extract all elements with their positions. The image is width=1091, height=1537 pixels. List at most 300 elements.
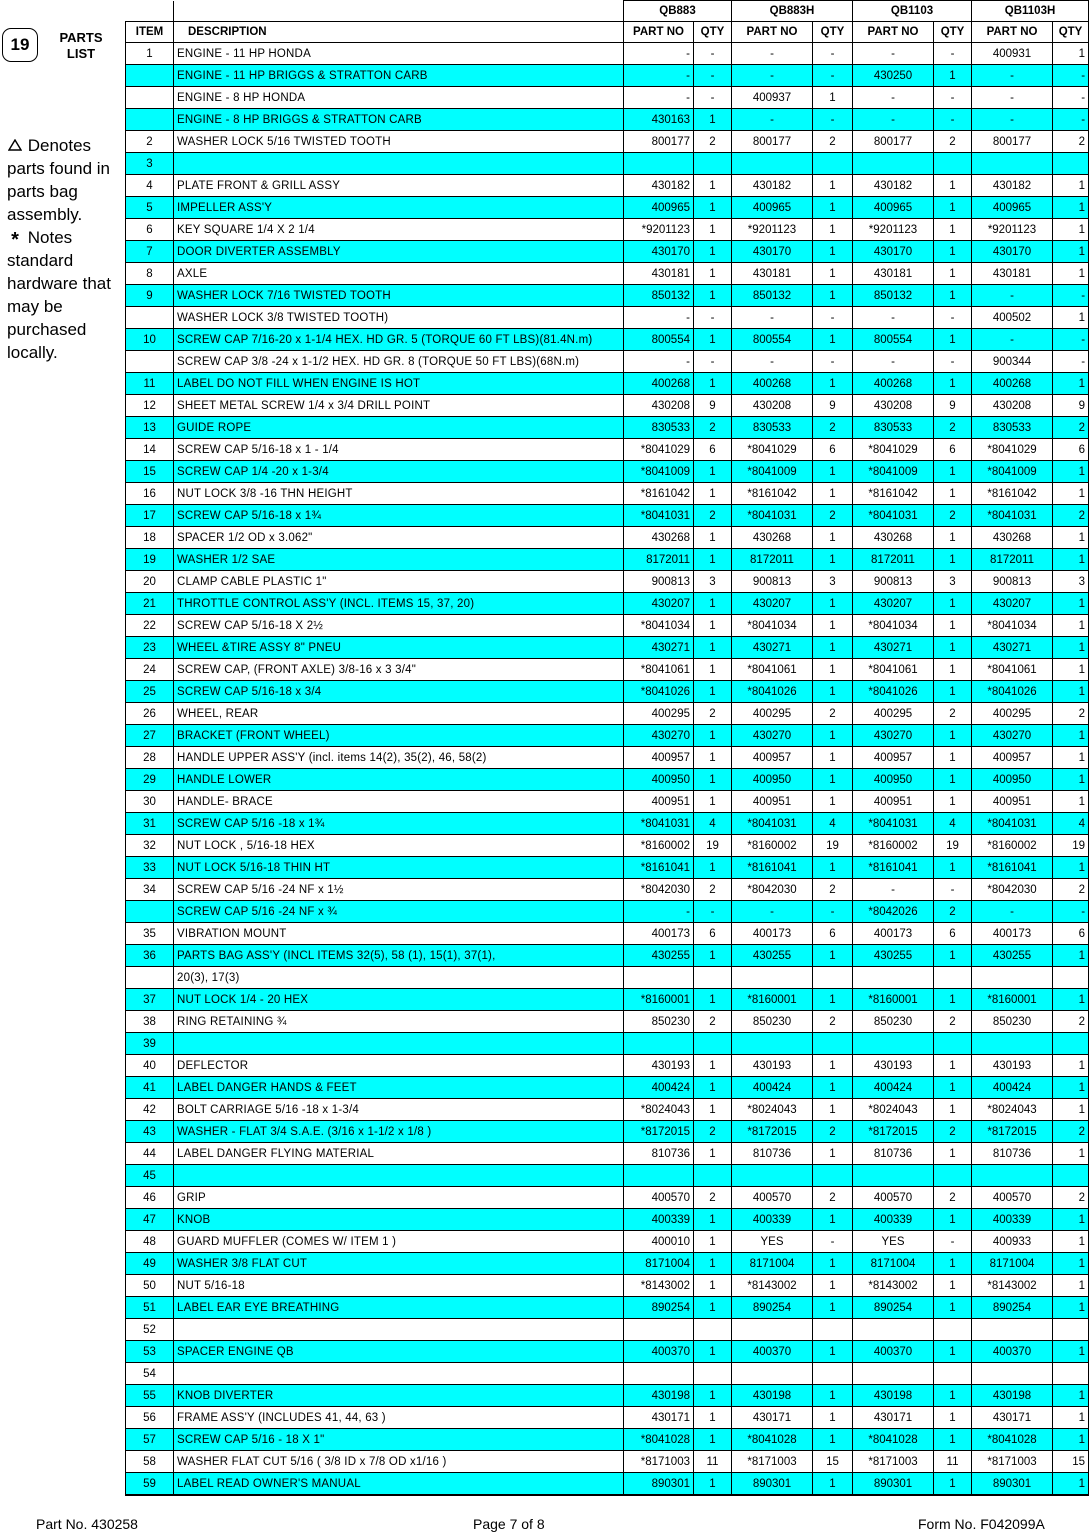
qty-cell: 1	[934, 329, 972, 351]
part-no-cell: 400570	[732, 1187, 813, 1209]
part-no-cell: 810736	[732, 1143, 813, 1165]
qty-cell: 1	[934, 1385, 972, 1407]
part-no-cell: 400268	[972, 373, 1053, 395]
qty-cell: 6	[694, 439, 732, 461]
description-cell: 20(3), 17(3)	[174, 967, 624, 989]
qty-cell: 2	[934, 505, 972, 527]
part-no-cell: 400502	[972, 307, 1053, 329]
model-header: QB883	[624, 1, 732, 22]
qty-cell: 1	[813, 461, 853, 483]
footer-form-no: Form No. F042099A	[918, 1516, 1045, 1532]
part-no-cell	[972, 153, 1053, 175]
qty-cell: 2	[1053, 879, 1089, 901]
qty-cell: 6	[694, 923, 732, 945]
qty-cell: 2	[813, 131, 853, 153]
description-cell: KNOB	[174, 1209, 624, 1231]
part-no-cell: 430207	[972, 593, 1053, 615]
description-cell: SCREW CAP, (FRONT AXLE) 3/8-16 x 3 3/4"	[174, 659, 624, 681]
description-cell: ENGINE - 11 HP BRIGGS & STRATTON CARB	[174, 65, 624, 87]
item-number-cell: 7	[126, 241, 174, 263]
description-cell: SPACER 1/2 OD x 3.062"	[174, 527, 624, 549]
table-row	[126, 1341, 1089, 1363]
qty-cell: 1	[934, 65, 972, 87]
part-no-cell	[624, 967, 694, 989]
qty-cell: 1	[1053, 263, 1089, 285]
qty-cell: 1	[694, 285, 732, 307]
part-no-cell: *8041026	[972, 681, 1053, 703]
item-number-cell	[126, 967, 174, 989]
qty-cell: 1	[694, 219, 732, 241]
part-no-cell: 430170	[853, 241, 934, 263]
qty-cell: -	[813, 307, 853, 329]
table-row	[126, 571, 1089, 593]
qty-cell: 2	[813, 1121, 853, 1143]
qty-cell: 1	[1053, 1055, 1089, 1077]
description-cell: AXLE	[174, 263, 624, 285]
table-row	[126, 1451, 1089, 1473]
table-row	[126, 769, 1089, 791]
part-no-cell: 430208	[972, 395, 1053, 417]
model-header-row	[126, 1, 1089, 22]
qty-cell: 1	[813, 1429, 853, 1451]
item-number-cell: 45	[126, 1165, 174, 1187]
qty-cell: 1	[694, 1055, 732, 1077]
table-row	[126, 549, 1089, 571]
part-no-cell: 8171004	[732, 1253, 813, 1275]
part-no-cell: *8160001	[972, 989, 1053, 1011]
qty-cell: 2	[813, 417, 853, 439]
part-no-cell: 430271	[972, 637, 1053, 659]
part-no-cell: -	[972, 109, 1053, 131]
description-cell: IMPELLER ASS'Y	[174, 197, 624, 219]
qty-cell: 9	[813, 395, 853, 417]
part-no-cell: 430207	[853, 593, 934, 615]
table-row	[126, 791, 1089, 813]
part-no-cell: 400965	[853, 197, 934, 219]
part-no-cell: *8160002	[853, 835, 934, 857]
part-no-cell: 400370	[624, 1341, 694, 1363]
part-no-cell: *8172015	[732, 1121, 813, 1143]
qty-cell	[694, 153, 732, 175]
part-no-cell: 430193	[972, 1055, 1053, 1077]
qty-cell: 1	[934, 1275, 972, 1297]
qty-cell	[813, 1363, 853, 1385]
part-no-cell: 430182	[853, 175, 934, 197]
part-no-cell: 430270	[624, 725, 694, 747]
qty-cell: 1	[813, 197, 853, 219]
qty-cell: 2	[694, 505, 732, 527]
qty-cell: 1	[813, 1275, 853, 1297]
item-number-cell: 19	[126, 549, 174, 571]
item-number-cell: 3	[126, 153, 174, 175]
part-no-cell: *8041028	[972, 1429, 1053, 1451]
table-row	[126, 681, 1089, 703]
qty-cell: 1	[1053, 1231, 1089, 1253]
qty-cell: 1	[694, 1275, 732, 1297]
qty-cell: 1	[694, 769, 732, 791]
part-no-cell: 890254	[624, 1297, 694, 1319]
qty-cell: 1	[934, 175, 972, 197]
table-row	[126, 219, 1089, 241]
qty-cell: 1	[934, 1341, 972, 1363]
qty-cell: 1	[813, 263, 853, 285]
item-number-cell: 55	[126, 1385, 174, 1407]
part-no-cell: 430271	[624, 637, 694, 659]
part-no-cell: *8160001	[624, 989, 694, 1011]
part-no-cell: -	[853, 879, 934, 901]
description-cell: HANDLE LOWER	[174, 769, 624, 791]
table-row	[126, 1253, 1089, 1275]
qty-cell	[934, 1165, 972, 1187]
part-no-cell: *8041028	[853, 1429, 934, 1451]
table-row	[126, 1363, 1089, 1385]
part-no-cell	[624, 1033, 694, 1055]
qty-cell: -	[934, 307, 972, 329]
part-no-cell: 430171	[624, 1407, 694, 1429]
model-header: QB1103	[853, 1, 972, 22]
qty-cell: 2	[934, 703, 972, 725]
description-cell: SCREW CAP 7/16-20 x 1-1/4 HEX. HD GR. 5 (TORQUE 60 FT LBS)(81.4N.m)	[174, 329, 624, 351]
item-number-cell: 1	[126, 43, 174, 65]
description-cell: SCREW CAP 5/16 -24 NF x 1½	[174, 879, 624, 901]
qty-cell: 2	[1053, 703, 1089, 725]
qty-cell: 1	[813, 791, 853, 813]
item-number-cell: 37	[126, 989, 174, 1011]
description-cell: KNOB DIVERTER	[174, 1385, 624, 1407]
table-row	[126, 439, 1089, 461]
qty-cell: 1	[694, 1473, 732, 1496]
part-no-cell: 400370	[972, 1341, 1053, 1363]
qty-cell	[694, 1319, 732, 1341]
part-no-cell: 800177	[732, 131, 813, 153]
column-header: PART NO	[624, 22, 694, 43]
qty-cell: 3	[934, 571, 972, 593]
qty-cell: 1	[934, 219, 972, 241]
part-no-cell	[972, 1033, 1053, 1055]
qty-cell: 1	[1053, 791, 1089, 813]
item-number-cell: 29	[126, 769, 174, 791]
qty-cell: 2	[694, 131, 732, 153]
part-no-cell: *8161041	[853, 857, 934, 879]
section-title	[52, 30, 110, 62]
part-no-cell: 400965	[732, 197, 813, 219]
qty-cell: 1	[694, 175, 732, 197]
item-number-cell: 18	[126, 527, 174, 549]
item-number-cell: 23	[126, 637, 174, 659]
part-no-cell: 900813	[624, 571, 694, 593]
part-no-cell: 800554	[624, 329, 694, 351]
part-no-cell: 400951	[732, 791, 813, 813]
description-cell: HANDLE- BRACE	[174, 791, 624, 813]
part-no-cell: *8041028	[624, 1429, 694, 1451]
table-row	[126, 175, 1089, 197]
qty-cell: 2	[813, 1011, 853, 1033]
qty-cell: 1	[1053, 1209, 1089, 1231]
part-no-cell: *8041009	[972, 461, 1053, 483]
item-number-cell	[126, 87, 174, 109]
part-no-cell: 900813	[732, 571, 813, 593]
part-no-cell: *8041026	[624, 681, 694, 703]
qty-cell: 2	[694, 417, 732, 439]
item-number-cell: 32	[126, 835, 174, 857]
qty-cell: 2	[1053, 505, 1089, 527]
qty-cell	[1053, 1319, 1089, 1341]
part-no-cell: -	[972, 65, 1053, 87]
qty-cell: 1	[1053, 307, 1089, 329]
qty-cell: 2	[934, 417, 972, 439]
qty-cell: 9	[1053, 395, 1089, 417]
qty-cell: 1	[694, 1231, 732, 1253]
part-no-cell: *8143002	[732, 1275, 813, 1297]
part-no-cell: *8160001	[853, 989, 934, 1011]
table-row	[126, 131, 1089, 153]
qty-cell: 19	[813, 835, 853, 857]
part-no-cell: *8160002	[972, 835, 1053, 857]
description-cell: VIBRATION MOUNT	[174, 923, 624, 945]
part-no-cell	[732, 1165, 813, 1187]
part-no-cell: *8161042	[624, 483, 694, 505]
part-no-cell: 400173	[624, 923, 694, 945]
part-no-cell: *8041034	[972, 615, 1053, 637]
part-no-cell: *8160002	[732, 835, 813, 857]
item-number-cell: 2	[126, 131, 174, 153]
item-number-cell: 11	[126, 373, 174, 395]
qty-cell	[694, 1165, 732, 1187]
footer-page-number: Page 7 of 8	[473, 1516, 545, 1532]
part-no-cell: *8024043	[853, 1099, 934, 1121]
part-no-cell: 430198	[972, 1385, 1053, 1407]
qty-cell: 6	[934, 923, 972, 945]
part-no-cell: -	[732, 65, 813, 87]
description-cell: LABEL READ OWNER'S MANUAL	[174, 1473, 624, 1496]
part-no-cell: *8042030	[732, 879, 813, 901]
qty-cell: 6	[1053, 923, 1089, 945]
description-cell: SCREW CAP 5/16-18 x 1 - 1/4	[174, 439, 624, 461]
qty-cell: 1	[694, 483, 732, 505]
description-cell: CLAMP CABLE PLASTIC 1"	[174, 571, 624, 593]
item-number-cell: 47	[126, 1209, 174, 1231]
qty-cell: 1	[934, 769, 972, 791]
qty-cell: 2	[694, 1011, 732, 1033]
part-no-cell: -	[732, 109, 813, 131]
part-no-cell: 400950	[972, 769, 1053, 791]
part-no-cell: *8161042	[972, 483, 1053, 505]
description-cell: NUT LOCK 3/8 -16 THN HEIGHT	[174, 483, 624, 505]
part-no-cell: 430170	[732, 241, 813, 263]
part-no-cell: 890254	[972, 1297, 1053, 1319]
qty-cell	[813, 967, 853, 989]
part-no-cell: -	[624, 43, 694, 65]
part-no-cell: *8041031	[624, 813, 694, 835]
description-cell	[174, 153, 624, 175]
part-no-cell: *8041031	[732, 505, 813, 527]
description-cell: WHEEL, REAR	[174, 703, 624, 725]
qty-cell	[934, 1363, 972, 1385]
part-no-cell: 810736	[853, 1143, 934, 1165]
qty-cell	[934, 1033, 972, 1055]
qty-cell: -	[694, 901, 732, 923]
qty-cell: 2	[934, 1187, 972, 1209]
part-no-cell: 430181	[624, 263, 694, 285]
description-cell: SCREW CAP 5/16-18 x 1¾	[174, 505, 624, 527]
part-no-cell: 400339	[624, 1209, 694, 1231]
qty-cell: 1	[1053, 241, 1089, 263]
item-number-cell: 50	[126, 1275, 174, 1297]
part-no-cell: -	[853, 87, 934, 109]
table-row	[126, 1121, 1089, 1143]
part-no-cell: 430193	[624, 1055, 694, 1077]
part-no-cell: 430181	[732, 263, 813, 285]
part-no-cell: *8161041	[624, 857, 694, 879]
qty-cell: 1	[694, 109, 732, 131]
item-number-cell: 4	[126, 175, 174, 197]
part-no-cell: 430171	[732, 1407, 813, 1429]
part-no-cell: 400339	[732, 1209, 813, 1231]
qty-cell: 1	[694, 681, 732, 703]
page-number-badge: 19	[2, 28, 38, 62]
qty-cell: -	[934, 87, 972, 109]
part-no-cell: 890301	[853, 1473, 934, 1496]
table-row	[126, 1429, 1089, 1451]
item-number-cell: 52	[126, 1319, 174, 1341]
table-row	[126, 637, 1089, 659]
table-row	[126, 527, 1089, 549]
qty-cell: 1	[1053, 659, 1089, 681]
qty-cell: 1	[694, 527, 732, 549]
part-no-cell: 800177	[972, 131, 1053, 153]
part-no-cell	[853, 1165, 934, 1187]
part-no-cell: -	[624, 901, 694, 923]
part-no-cell: 430181	[972, 263, 1053, 285]
table-row	[126, 373, 1089, 395]
item-number-cell: 46	[126, 1187, 174, 1209]
part-no-cell: *8041034	[732, 615, 813, 637]
part-no-cell: *9201123	[732, 219, 813, 241]
qty-cell: 6	[934, 439, 972, 461]
part-no-cell: 430171	[853, 1407, 934, 1429]
qty-cell: 1	[1053, 549, 1089, 571]
table-row	[126, 1407, 1089, 1429]
part-no-cell: *8041031	[624, 505, 694, 527]
part-no-cell: *8171003	[624, 1451, 694, 1473]
part-no-cell: 400957	[732, 747, 813, 769]
qty-cell: 6	[813, 439, 853, 461]
qty-cell: 4	[1053, 813, 1089, 835]
qty-cell: -	[694, 87, 732, 109]
part-no-cell: 400570	[972, 1187, 1053, 1209]
part-no-cell	[972, 967, 1053, 989]
qty-cell: 1	[1053, 1473, 1089, 1496]
part-no-cell: *8143002	[853, 1275, 934, 1297]
part-no-cell: 400173	[732, 923, 813, 945]
legend-triangle-note	[7, 134, 112, 226]
qty-cell: 19	[1053, 835, 1089, 857]
item-number-cell: 58	[126, 1451, 174, 1473]
part-no-cell: *8172015	[624, 1121, 694, 1143]
part-no-cell: 400295	[624, 703, 694, 725]
qty-cell: 1	[1053, 1143, 1089, 1165]
qty-cell: 1	[694, 1077, 732, 1099]
qty-cell: 1	[813, 1385, 853, 1407]
description-cell: BOLT CARRIAGE 5/16 -18 x 1-3/4	[174, 1099, 624, 1121]
description-cell: SCREW CAP 5/16-18 X 2½	[174, 615, 624, 637]
qty-cell: 1	[694, 747, 732, 769]
part-no-cell: 430271	[732, 637, 813, 659]
table-row	[126, 901, 1089, 923]
qty-cell: 1	[813, 1341, 853, 1363]
part-no-cell	[972, 1165, 1053, 1187]
item-number-cell: 30	[126, 791, 174, 813]
part-no-cell: -	[624, 307, 694, 329]
qty-cell: 1	[934, 637, 972, 659]
part-no-cell: 890254	[732, 1297, 813, 1319]
qty-cell: 3	[813, 571, 853, 593]
description-cell	[174, 1165, 624, 1187]
table-row	[126, 109, 1089, 131]
qty-cell: -	[1053, 901, 1089, 923]
qty-cell: 1	[1053, 1407, 1089, 1429]
item-number-cell: 36	[126, 945, 174, 967]
table-row	[126, 263, 1089, 285]
part-no-cell: -	[972, 329, 1053, 351]
qty-cell	[934, 153, 972, 175]
part-no-cell: -	[972, 901, 1053, 923]
part-no-cell: *8041009	[732, 461, 813, 483]
qty-cell: 1	[1053, 747, 1089, 769]
qty-cell: 1	[934, 373, 972, 395]
qty-cell: 2	[1053, 417, 1089, 439]
part-no-cell: 400424	[624, 1077, 694, 1099]
part-no-cell: *8042026	[853, 901, 934, 923]
description-cell: SCREW CAP 5/16 -18 x 1¾	[174, 813, 624, 835]
qty-cell: 1	[934, 593, 972, 615]
qty-cell: 1	[1053, 1341, 1089, 1363]
part-no-cell: 430193	[853, 1055, 934, 1077]
table-row	[126, 1473, 1089, 1496]
qty-cell: 1	[934, 461, 972, 483]
part-no-cell: YES	[732, 1231, 813, 1253]
part-no-cell: 8171004	[853, 1253, 934, 1275]
part-no-cell: 430255	[853, 945, 934, 967]
item-number-cell: 27	[126, 725, 174, 747]
part-no-cell: 430268	[972, 527, 1053, 549]
qty-cell: 1	[1053, 1429, 1089, 1451]
part-no-cell: 8171004	[972, 1253, 1053, 1275]
triangle-icon	[7, 134, 23, 157]
qty-cell: 1	[1053, 857, 1089, 879]
part-no-cell	[972, 1319, 1053, 1341]
part-no-cell: 850230	[853, 1011, 934, 1033]
item-number-cell: 21	[126, 593, 174, 615]
part-no-cell: *8041009	[624, 461, 694, 483]
description-cell: SCREW CAP 1/4 -20 x 1-3/4	[174, 461, 624, 483]
qty-cell: 1	[694, 1385, 732, 1407]
description-cell: WASHER LOCK 5/16 TWISTED TOOTH	[174, 131, 624, 153]
qty-cell: 1	[694, 1407, 732, 1429]
qty-cell: 1	[694, 241, 732, 263]
qty-cell: 1	[934, 1407, 972, 1429]
qty-cell: -	[813, 109, 853, 131]
part-no-cell: -	[853, 307, 934, 329]
qty-cell: 1	[694, 593, 732, 615]
part-no-cell: *8024043	[624, 1099, 694, 1121]
part-no-cell: -	[732, 307, 813, 329]
qty-cell: 1	[813, 1055, 853, 1077]
qty-cell	[1053, 967, 1089, 989]
part-no-cell: 890254	[853, 1297, 934, 1319]
part-no-cell: *8041009	[853, 461, 934, 483]
part-no-cell: 800177	[624, 131, 694, 153]
